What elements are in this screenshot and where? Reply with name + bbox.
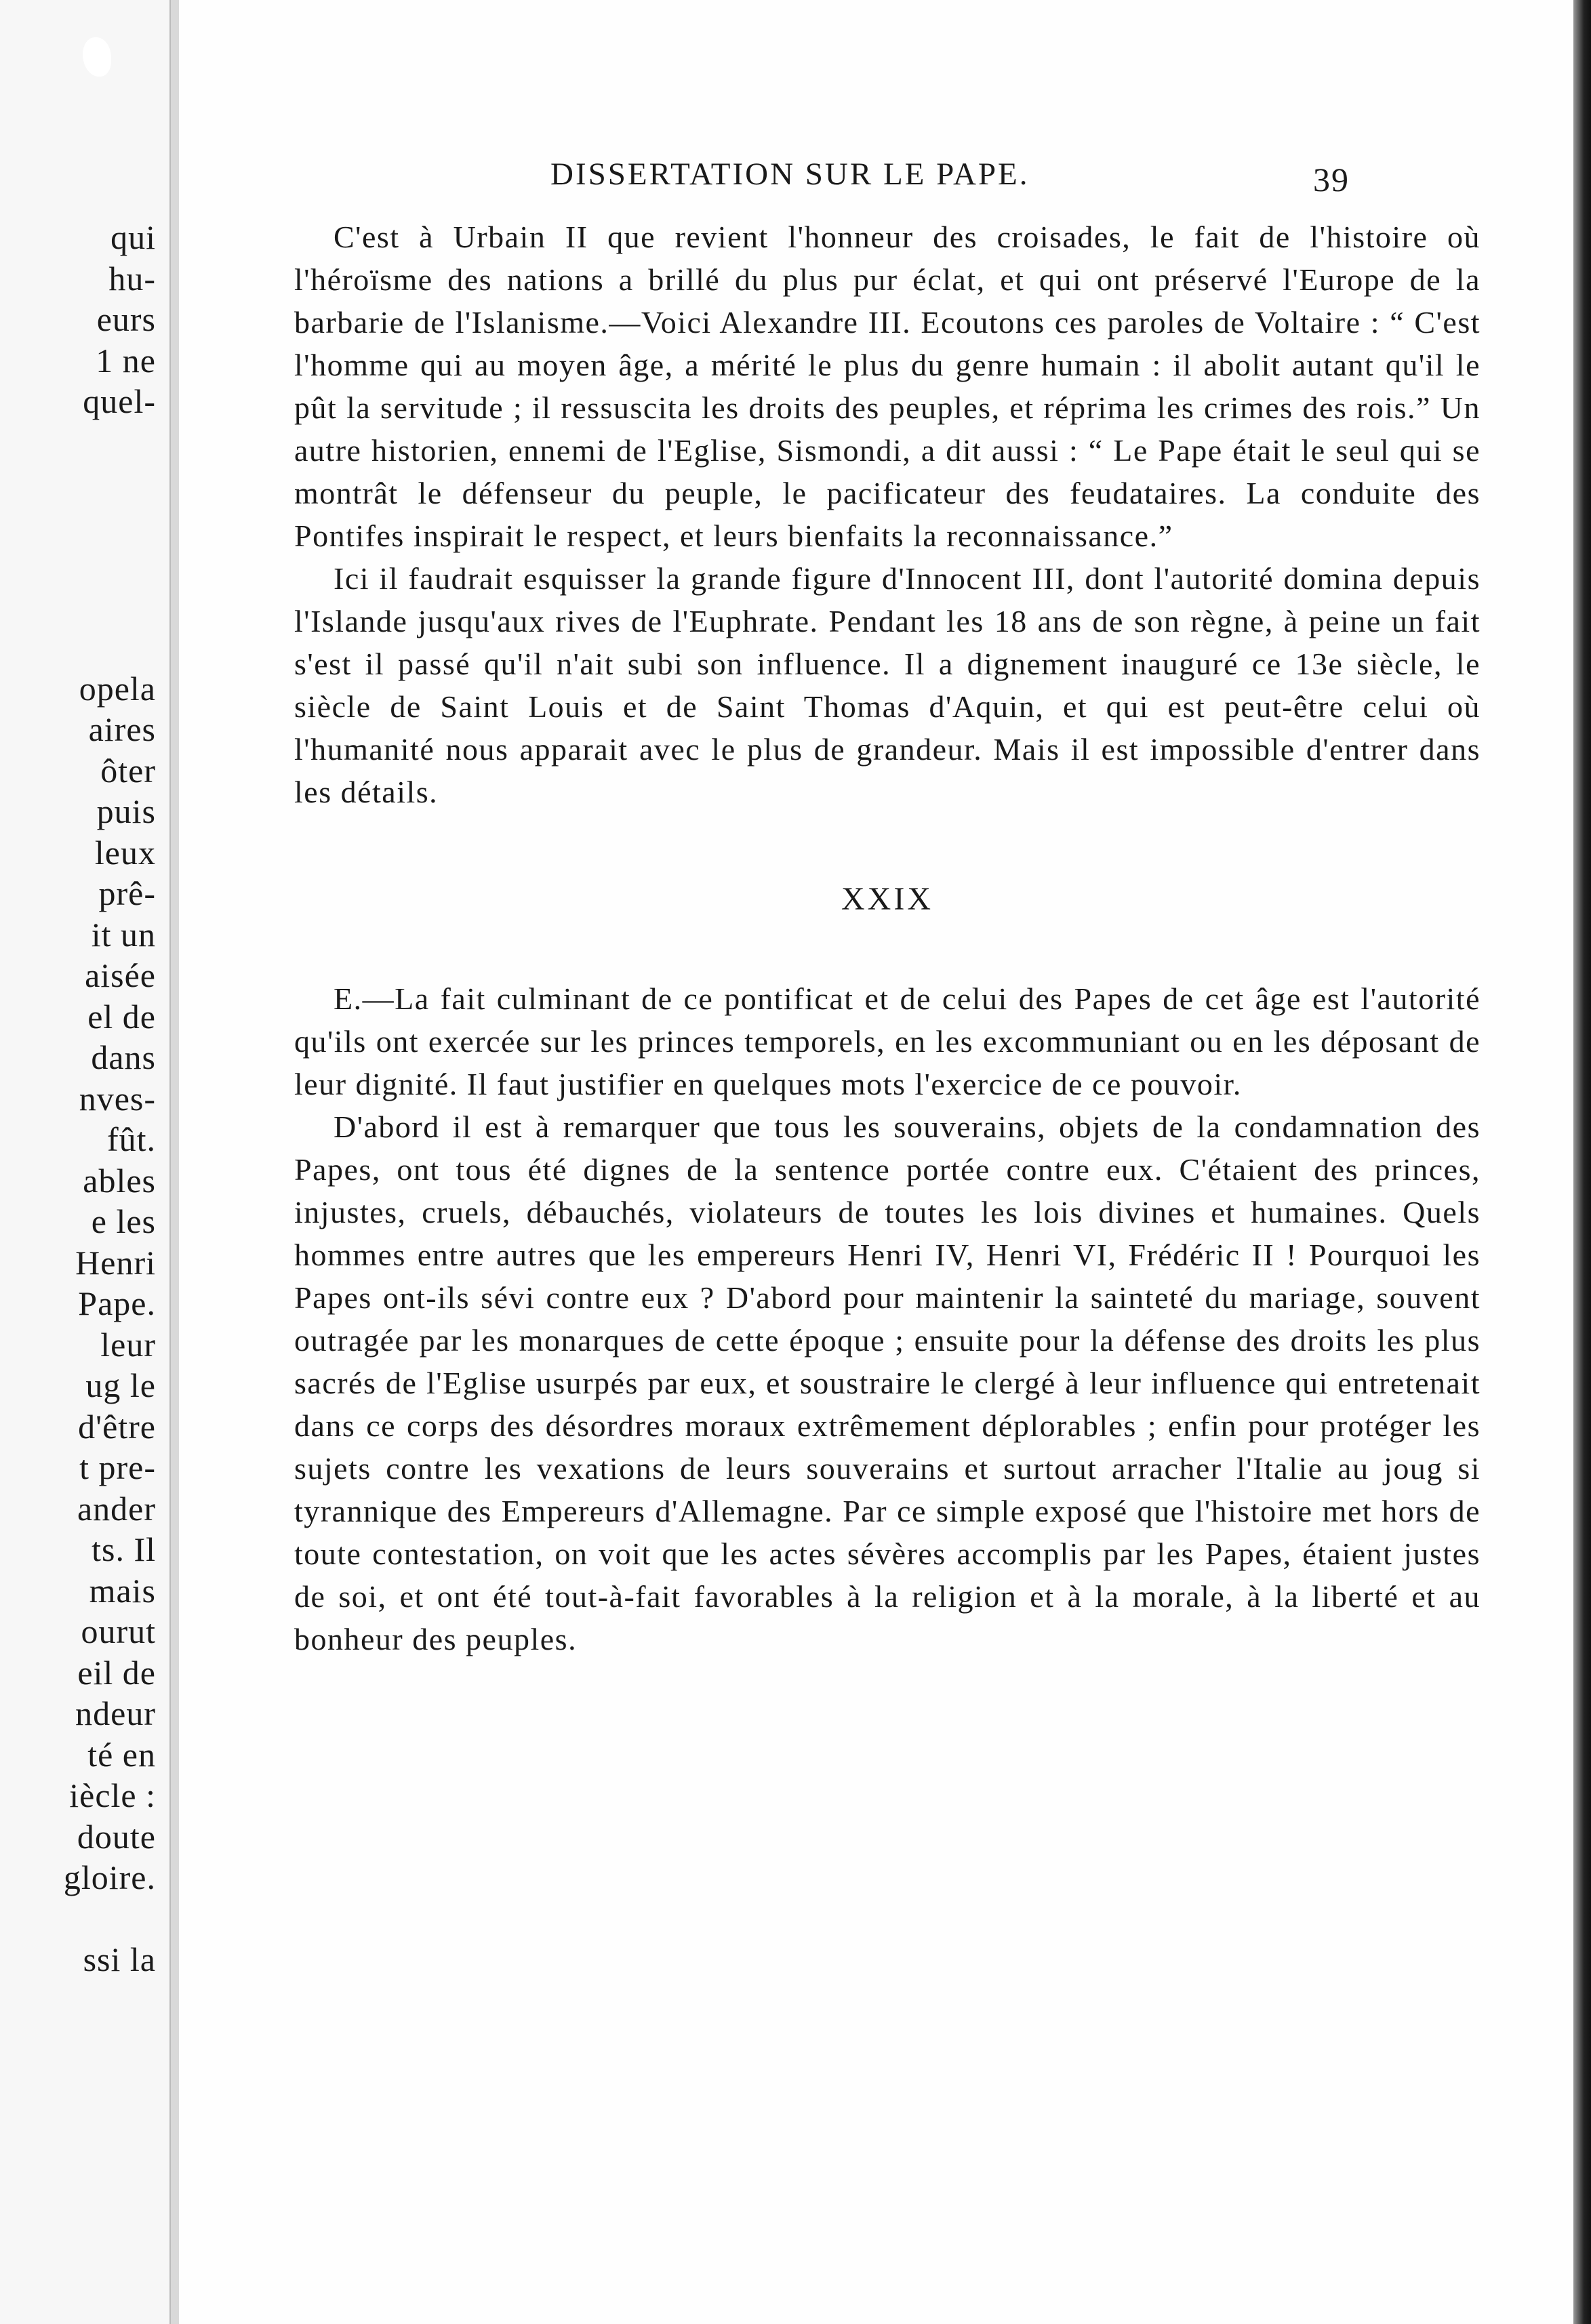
left-page-fragment: qui [110, 218, 156, 256]
paragraph-4: D'abord il est à remarquer que tous les souverains, objets de la condamnation des Papes, ont tous été dignes de la sentence portée contre eux. C'étaient des princes, injustes, cruels, débauchés, violateurs de toutes les lois divines et humaines. Quels hommes entre autres que les empereurs Henri IV, Henri VI, Frédéric II ! Pourquoi les Papes ont-ils sévi contre eux ? D'abord pour maintenir la sainteté du mariage, souvent outragée par les monarques de cette époque ; ensuite pour la défense des droits les plus sacrés de l'Eglise usurpés par eux, et soustraire le clergé à leur influence qui entretenait dans ce corps des désordres moraux extrêmement déplorables ; enfin pour protéger les sujets contre les vexations de leurs souverains et surtout arracher l'Italie au joug si tyrannique des Empereurs d'Allemagne. Par ce simple exposé que l'histoire met hors de toute contestation, on voit que les actes sévères accomplis par les Papes, étaient justes de soi, et ont été tout-à-fait favorables à la religion et à la morale, à la liberté et au bonheur des peuples. [294, 1109, 1481, 1656]
left-page-fragment: doute [77, 1817, 156, 1856]
left-page-fragment: quel- [83, 382, 156, 420]
left-page-fragment: aisée [85, 956, 156, 994]
left-page-fragment: ndeur [75, 1694, 156, 1732]
left-page-fragment: Henri [75, 1243, 156, 1282]
left-page-fragment: d'être [78, 1407, 156, 1446]
left-page-fragment: nves- [79, 1079, 156, 1118]
left-page-fragment: ug le [85, 1366, 156, 1404]
page-number: 39 [1313, 161, 1350, 199]
paragraph-3: E.—La fait culminant de ce pontificat et de celui des Papes de cet âge est l'autorité qu'ils ont exercée sur les princes temporels, en les excommuniant ou en les déposant de leur dignité. Il faut justifier en quelques mots l'exercice de ce pouvoir. [294, 981, 1481, 1101]
paragraph-1: C'est à Urbain II que revient l'honneur des croisades, le fait de l'histoire où l'héroïsme des nations a brillé du plus pur éclat, et qui ont préservé l'Europe de la barbarie de l'Islanisme.—Voici Alexandre III. Ecoutons ces paroles de Voltaire : “ C'est l'homme qui au moyen âge, a mérité le plus du genre humain : il abolit autant qu'il le pût la servitude ; il ressuscita les droits des peuples, et réprima les crimes des rois.” Un autre historien, ennemi de l'Eglise, Sismondi, a dit aussi : “ Le Pape était le seul qui se montrât le défenseur du peuple, le pacificateur des feudataires. La conduite des Pontifes inspirait le respect, et leurs bienfaits la reconnaissance.” [294, 220, 1481, 553]
left-page-fragment: ander [77, 1489, 156, 1528]
left-page-fragment: dans [91, 1038, 156, 1076]
left-page-fragment: ts. Il [92, 1530, 156, 1568]
left-page-fragment: aires [88, 710, 156, 748]
left-page-fragment: eil de [77, 1653, 156, 1692]
left-page-fragment: fût. [106, 1120, 156, 1158]
left-page-margin [0, 0, 169, 2324]
section-heading: XXIX [841, 881, 933, 917]
left-page-fragment: t pre- [79, 1448, 156, 1486]
left-page-fragment: mais [89, 1571, 156, 1610]
left-page-fragment: té en [87, 1735, 156, 1774]
left-page-fragment: leux [94, 833, 156, 872]
left-page-fragment: leur [100, 1325, 156, 1364]
left-page-fragment: Pape. [78, 1284, 156, 1322]
left-page-fragment: e les [91, 1202, 156, 1240]
left-page-fragment: prê- [98, 874, 156, 912]
left-page-fragment: puis [96, 792, 156, 830]
left-page-fragment: gloire. [63, 1858, 156, 1896]
left-page-fragment: hu- [108, 259, 156, 298]
left-page-fragment: ssi la [83, 1940, 156, 1978]
left-page-fragment: ôter [100, 751, 156, 790]
left-page-fragment: iècle : [69, 1776, 156, 1814]
paper-blot [83, 37, 111, 77]
left-page-fragment: el de [87, 997, 156, 1036]
left-page-fragment: ourut [81, 1612, 156, 1650]
page-edge-shadow [1573, 0, 1591, 2324]
left-page-fragment: it un [91, 915, 156, 954]
left-page-fragment: 1 ne [96, 341, 156, 380]
left-page-fragment: opela [79, 669, 156, 708]
left-page-fragment: eurs [96, 300, 156, 338]
right-page [179, 0, 1573, 2324]
running-title: DISSERTATION SUR LE PAPE. [550, 157, 1030, 192]
left-page-fragment: ables [83, 1161, 156, 1200]
body-text [294, 216, 1481, 1660]
paragraph-2: Ici il faudrait esquisser la grande figure d'Innocent III, dont l'autorité domina depuis l'Islande jusqu'aux rives de l'Euphrate. Pendant les 18 ans de son règne, à peine un fait s'est il passé qu'il n'ait subi son influence. Il a dignement inauguré ce 13e siècle, le siècle de Saint Louis et de Saint Thomas d'Aquin, et qui est peut-être celui où l'humanité nous apparait avec le plus de grandeur. Mais il est impossible d'entrer dans les détails. [294, 561, 1481, 809]
